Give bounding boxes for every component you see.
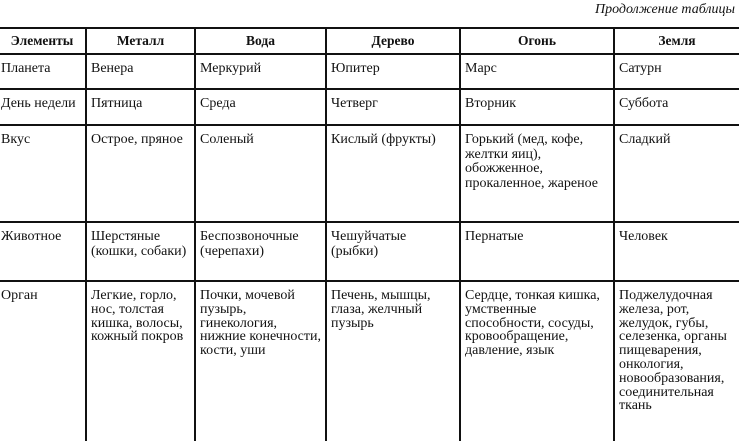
table-cell: Горький (мед, кофе, желтки яиц), обожженное, прокаленное, жареное [460,125,614,222]
table-cell: Человек [614,222,739,281]
table-cell: Поджелудочная железа, рот, желудок, губы, селезенка, органы пищеварения, онкология, новообразования, соединительная ткань [614,281,739,441]
table-cell: Сладкий [614,125,739,222]
row-label: День недели [0,89,86,125]
row-label: Планета [0,54,86,89]
table-cell: Легкие, горло, нос, толстая кишка, волосы, кожный покров [86,281,195,441]
table-cell: Пернатые [460,222,614,281]
table-cell: Почки, мочевой пузырь, гинекология, нижние конечности, кости, уши [195,281,326,441]
table-cell: Беспозвоночные (черепахи) [195,222,326,281]
table-cell: Меркурий [195,54,326,89]
table-cell: Венера [86,54,195,89]
header-metal: Металл [86,28,195,54]
table-cell: Пятница [86,89,195,125]
header-elements: Элементы [0,28,86,54]
header-earth: Земля [614,28,739,54]
row-label: Вкус [0,125,86,222]
table-row-weekday [0,89,739,125]
table-cell: Кислый (фрукты) [326,125,460,222]
table-continuation-caption: Продолжение таблицы [594,2,735,17]
table-row-animal [0,222,739,281]
table-cell: Печень, мышцы, глаза, желчный пузырь [326,281,460,441]
table-row-taste [0,125,739,222]
table-cell: Четверг [326,89,460,125]
table-cell: Шерстяные (кошки, собаки) [86,222,195,281]
table-header-row [0,28,739,54]
table-row-planet [0,54,739,89]
table-cell: Сердце, тонкая кишка, умственные способности, сосуды, кровообращение, давление, язык [460,281,614,441]
table-cell: Острое, пряное [86,125,195,222]
table-cell: Сатурн [614,54,739,89]
header-wood: Дерево [326,28,460,54]
row-label: Орган [0,281,86,441]
row-label: Животное [0,222,86,281]
elements-table [0,27,739,441]
table-cell: Вторник [460,89,614,125]
header-fire: Огонь [460,28,614,54]
table-cell: Чешуйчатые (рыбки) [326,222,460,281]
table-cell: Среда [195,89,326,125]
table-row-organ [0,281,739,441]
table-cell: Юпитер [326,54,460,89]
header-water: Вода [195,28,326,54]
table-cell: Марс [460,54,614,89]
table-cell: Соленый [195,125,326,222]
table-cell: Суббота [614,89,739,125]
